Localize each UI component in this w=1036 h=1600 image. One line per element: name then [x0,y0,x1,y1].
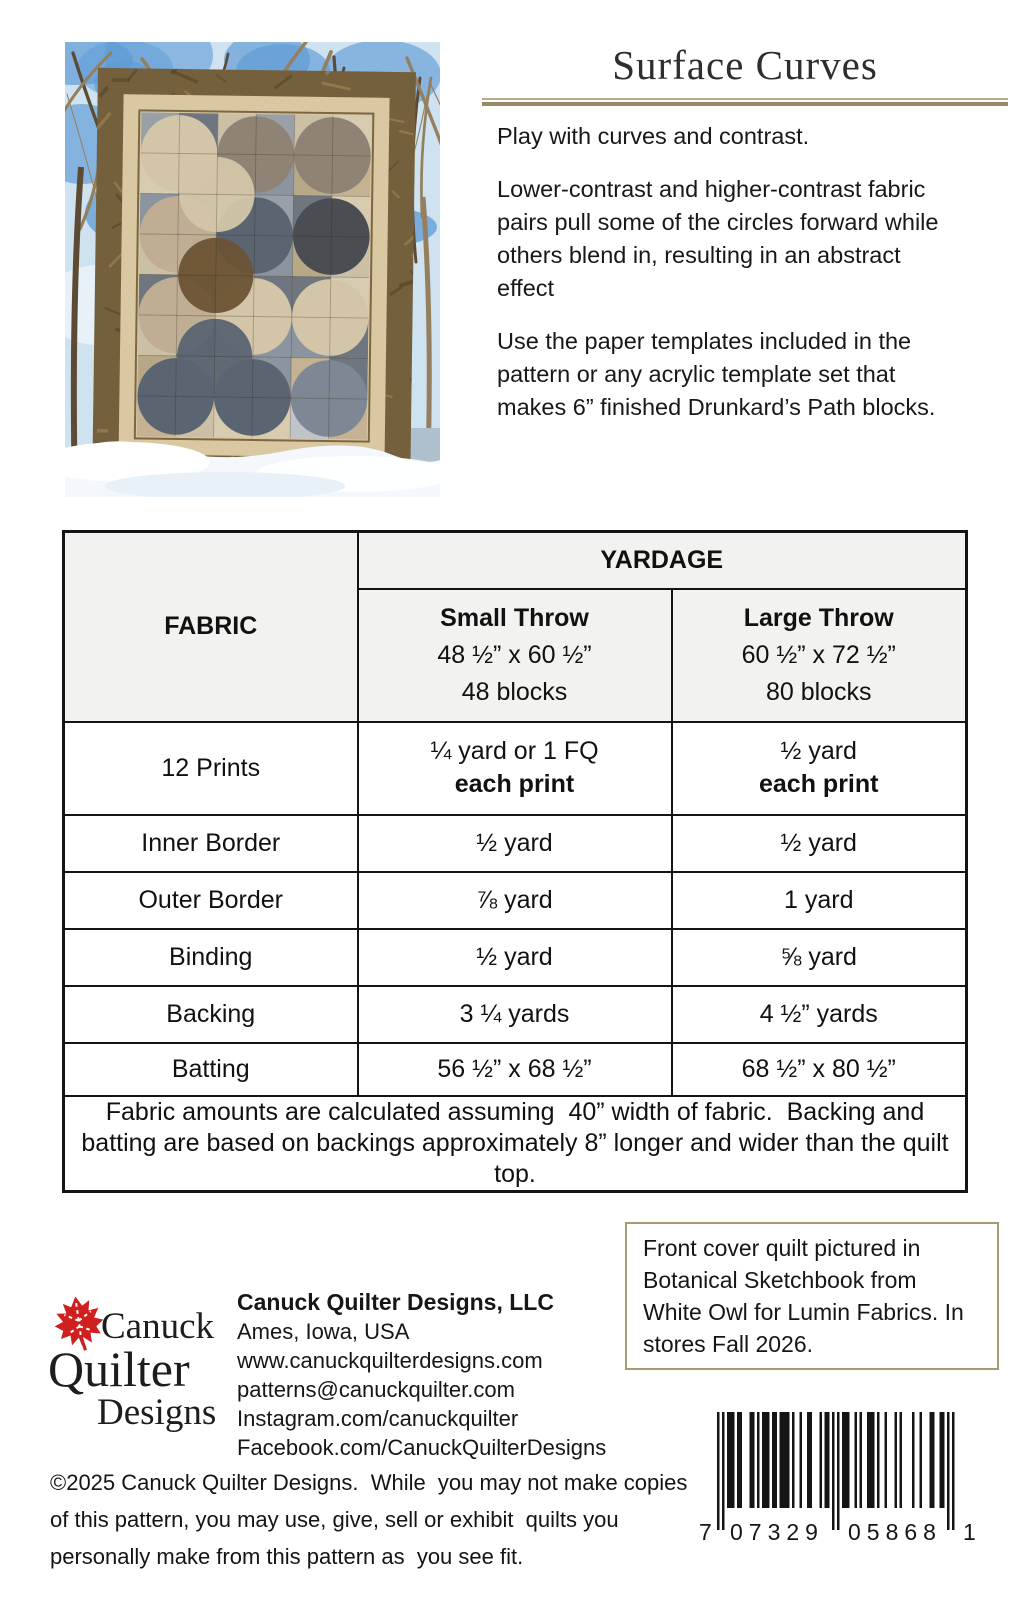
fabric-cell: Batting [64,1043,358,1096]
fabric-header-cell: FABRIC [64,532,358,722]
table-note: Fabric amounts are calculated assuming 40” width of fabric. Backing and batting are based on backings approximately 8” longer and wider than the quilt top. [64,1096,967,1192]
large-throw-header [672,589,967,722]
value-line: ½ yard [780,737,857,765]
fabric-cell: 12 Prints [64,722,358,815]
small-value-cell: ½ yard [358,929,672,986]
svg-text:05868: 05868 [848,1519,942,1545]
fabric-cell: Backing [64,986,358,1043]
value-line: ¼ yard or 1 FQ [430,737,599,765]
large-value-cell: 1 yard [672,872,967,929]
company-logo [48,1294,248,1444]
small-throw-title: Small Throw [440,603,589,632]
small-throw-blocks: 48 blocks [461,677,568,706]
logo-word-designs: Designs [97,1392,217,1433]
logo-word-canuck: Canuck [101,1306,215,1347]
logo-word-quilter: Quilter [48,1341,190,1397]
title-rule [482,98,1008,106]
large-value-cell [672,722,967,815]
upc-barcode [695,1410,995,1550]
title-block [482,42,1008,106]
svg-text:7: 7 [699,1519,712,1545]
table-row-outer-border [64,872,967,929]
large-throw-size: 60 ½” x 72 ½” [741,640,896,669]
small-value-cell: ½ yard [358,815,672,872]
contact-block [237,1288,617,1462]
table-row-binding [64,929,967,986]
quilt-photo [65,42,440,497]
large-value-cell: ½ yard [672,815,967,872]
value-line-bold: each print [454,770,575,798]
company-instagram: Instagram.com/canuckquilter [237,1406,519,1431]
small-value-cell: 56 ½” x 68 ½” [358,1043,672,1096]
small-value-cell [358,722,672,815]
small-value-cell: 3 ¼ yards [358,986,672,1043]
company-name: Canuck Quilter Designs, LLC [237,1289,554,1315]
value-line-bold: each print [759,770,879,798]
fabric-cell: Outer Border [64,872,358,929]
table-row-batting [64,1043,967,1096]
yardage-table [62,530,968,1193]
fabric-notice-box: Front cover quilt pictured in Botanical Sketchbook from White Owl for Lumin Fabrics. In stores Fall 2026. [625,1222,999,1370]
small-throw-header [358,589,672,722]
yardage-header-cell: YARDAGE [358,532,967,589]
company-website: www.canuckquilterdesigns.com [237,1348,543,1373]
table-row-inner-border [64,815,967,872]
intro-line: Play with curves and contrast. [497,123,810,149]
company-facebook: Facebook.com/CanuckQuilterDesigns [237,1435,607,1460]
table-row-backing [64,986,967,1043]
description-copy [497,120,952,444]
paragraph-contrast: Lower-contrast and higher-contrast fabric pairs pull some of the circles forward while others blend in, resulting in an abstract effect [497,176,939,301]
svg-text:1: 1 [963,1519,976,1545]
company-location: Ames, Iowa, USA [237,1319,410,1344]
large-value-cell: 68 ½” x 80 ½” [672,1043,967,1096]
page-title: Surface Curves [612,42,878,88]
large-value-cell: 4 ½” yards [672,986,967,1043]
small-throw-size: 48 ½” x 60 ½” [437,640,592,669]
company-email: patterns@canuckquilter.com [237,1377,515,1402]
table-note-row [64,1096,967,1192]
copyright-text: ©2025 Canuck Quilter Designs. While you may not make copies of this pattern, you may use, give, sell or exhibit quilts you personally make from this pattern as you see fit. [50,1470,694,1569]
fabric-cell: Inner Border [64,815,358,872]
small-value-cell: ⅞ yard [358,872,672,929]
table-header-row [64,532,967,589]
large-throw-title: Large Throw [743,603,894,632]
large-throw-blocks: 80 blocks [765,677,872,706]
large-value-cell: ⅝ yard [672,929,967,986]
fabric-cell: Binding [64,929,358,986]
svg-text:07329: 07329 [730,1519,824,1545]
paragraph-templates: Use the paper templates included in the pattern or any acrylic template set that makes 6” finished Drunkard’s Path blocks. [497,328,936,420]
table-row-prints [64,722,967,815]
